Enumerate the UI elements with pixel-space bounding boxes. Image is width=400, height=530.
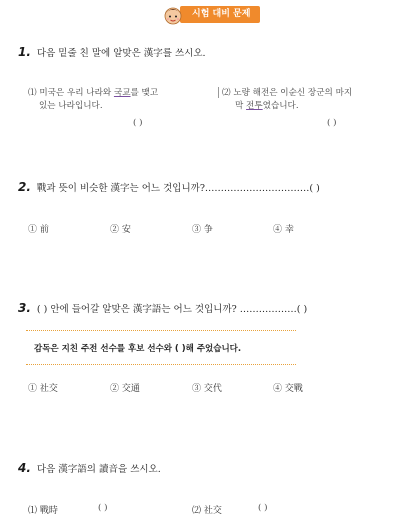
- option-1[interactable]: ① 前: [28, 225, 49, 235]
- question-2: [18, 180, 320, 194]
- question-number: 3.: [18, 301, 31, 315]
- option-2[interactable]: ② 交通: [110, 384, 140, 394]
- option-4[interactable]: ④ 幸: [273, 225, 294, 235]
- underlined-word: 전투: [246, 101, 263, 111]
- answer-blank[interactable]: ( ): [258, 503, 268, 513]
- question-1: [18, 45, 206, 59]
- q1-item-a-line2: 있는 나라입니다.: [39, 101, 103, 111]
- question-text: 戰과 뜻이 비슷한 漢字는 어느 것입니까?……………………………( ): [36, 183, 320, 194]
- option-4[interactable]: ④ 交戰: [273, 384, 303, 394]
- option-3[interactable]: ③ 争: [192, 225, 213, 235]
- option-1[interactable]: ① 社交: [28, 384, 58, 394]
- option-2[interactable]: ② 安: [110, 225, 131, 235]
- dotted-separator-top: [26, 330, 296, 331]
- question-3: [18, 301, 307, 315]
- answer-blank[interactable]: ( ): [133, 118, 143, 128]
- q1-item-b: [222, 87, 352, 113]
- answer-blank[interactable]: ( ): [327, 118, 337, 128]
- answer-blank[interactable]: ( ): [98, 503, 108, 513]
- question-text: ( ) 안에 들어갈 알맞은 漢字語는 어느 것입니까? ………………( ): [36, 304, 308, 315]
- option-3[interactable]: ③ 交代: [192, 384, 222, 394]
- section-banner: [162, 6, 260, 23]
- question-number: 2.: [18, 180, 31, 194]
- q1-item-a: [28, 87, 158, 113]
- dotted-separator-bottom: [26, 364, 296, 365]
- question-number: 4.: [18, 461, 31, 475]
- question-text: 다음 漢字語의 讀音을 쓰시오.: [36, 464, 161, 475]
- example-sentence: 감독은 지친 주전 선수를 후보 선수와 ( )해 주었습니다.: [34, 344, 242, 354]
- mascot-icon: [162, 4, 184, 26]
- question-text: 다음 밑줄 친 말에 알맞은 漢字를 쓰시오.: [36, 48, 206, 59]
- q1-item-a-line1: ⑴ 미국은 우리 나라와 국교를 맺고: [28, 88, 159, 98]
- reading-item-2: ⑵ 社交: [192, 506, 222, 516]
- q1-item-b-line2: 막 전투였습니다.: [235, 101, 299, 111]
- question-4: [18, 461, 161, 475]
- underlined-word: 국교: [113, 88, 131, 98]
- banner-label: 시험 대비 문제: [180, 6, 260, 23]
- reading-item-1: ⑴ 戰時: [28, 506, 58, 516]
- q1-item-b-line1: ⑵ 노량 해전은 이순신 장군의 마지: [222, 88, 353, 98]
- divider: [218, 87, 219, 98]
- question-number: 1.: [18, 45, 31, 59]
